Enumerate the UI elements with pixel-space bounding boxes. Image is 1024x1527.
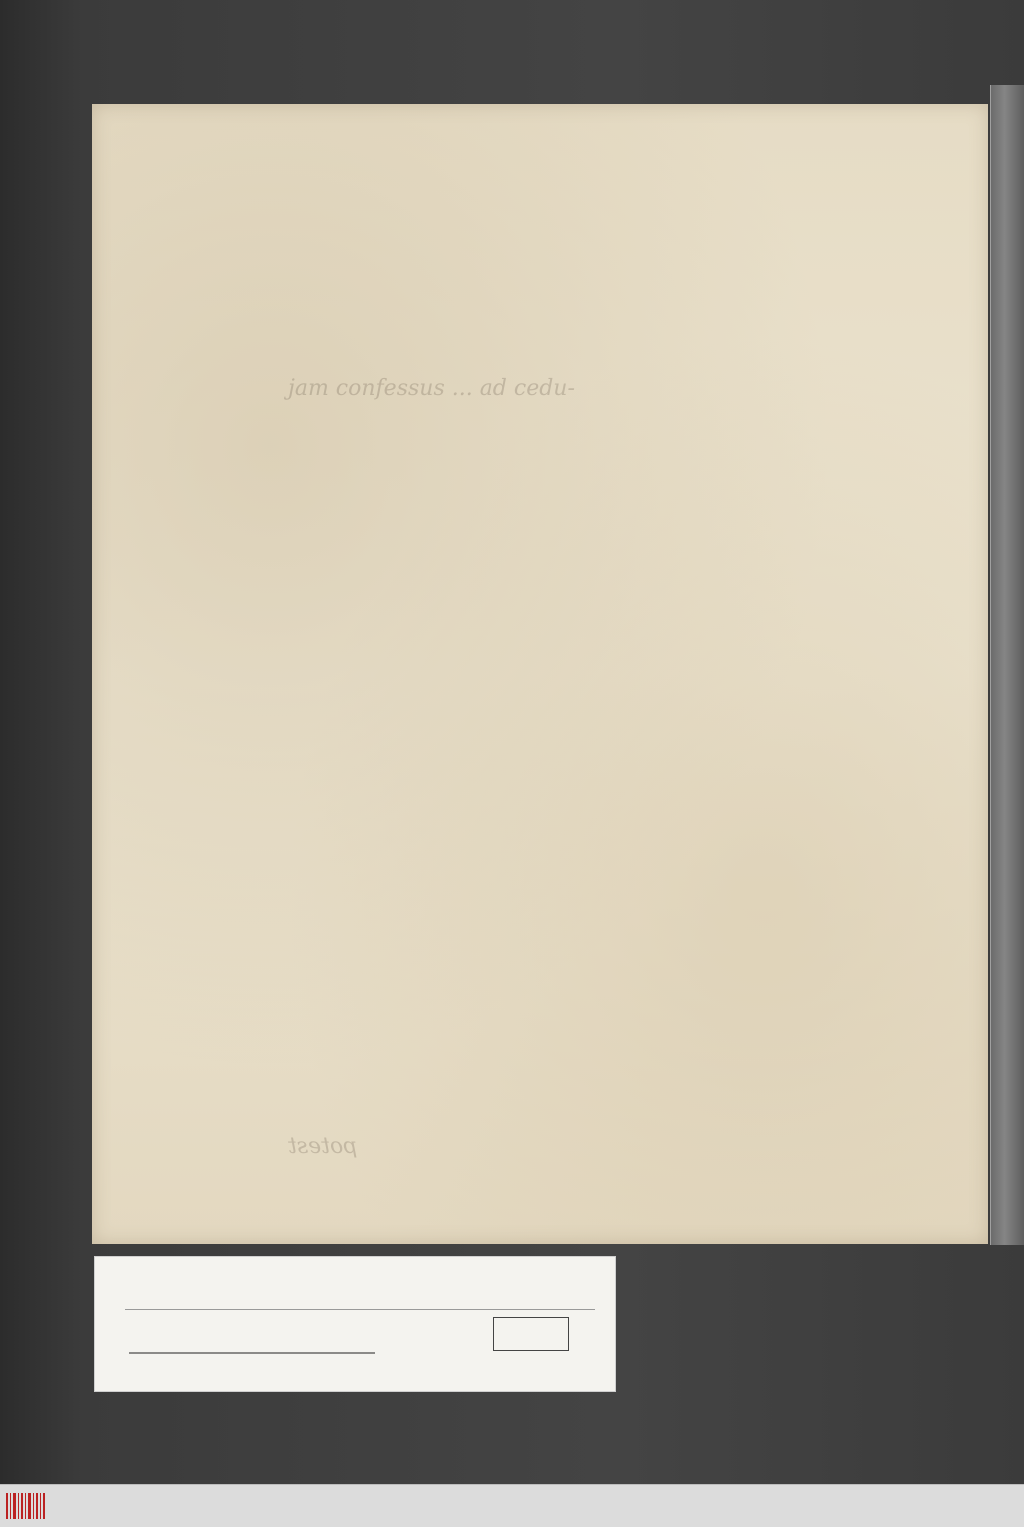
show-through: potest: [288, 1134, 358, 1159]
library-label: [94, 1256, 616, 1392]
label-divider: [125, 1309, 595, 1310]
page-text: [280, 194, 930, 220]
book-edge: [990, 85, 1024, 1245]
ruler-scale: [129, 1319, 375, 1355]
viewer-footer: [0, 1484, 1024, 1527]
barcode-icon: [6, 1491, 46, 1521]
gray-scale-swatch: [493, 1317, 569, 1351]
show-through: jam confessus ... ad cedu-: [288, 376, 575, 401]
book-page: [92, 104, 988, 1244]
first-paragraph: [280, 218, 930, 220]
